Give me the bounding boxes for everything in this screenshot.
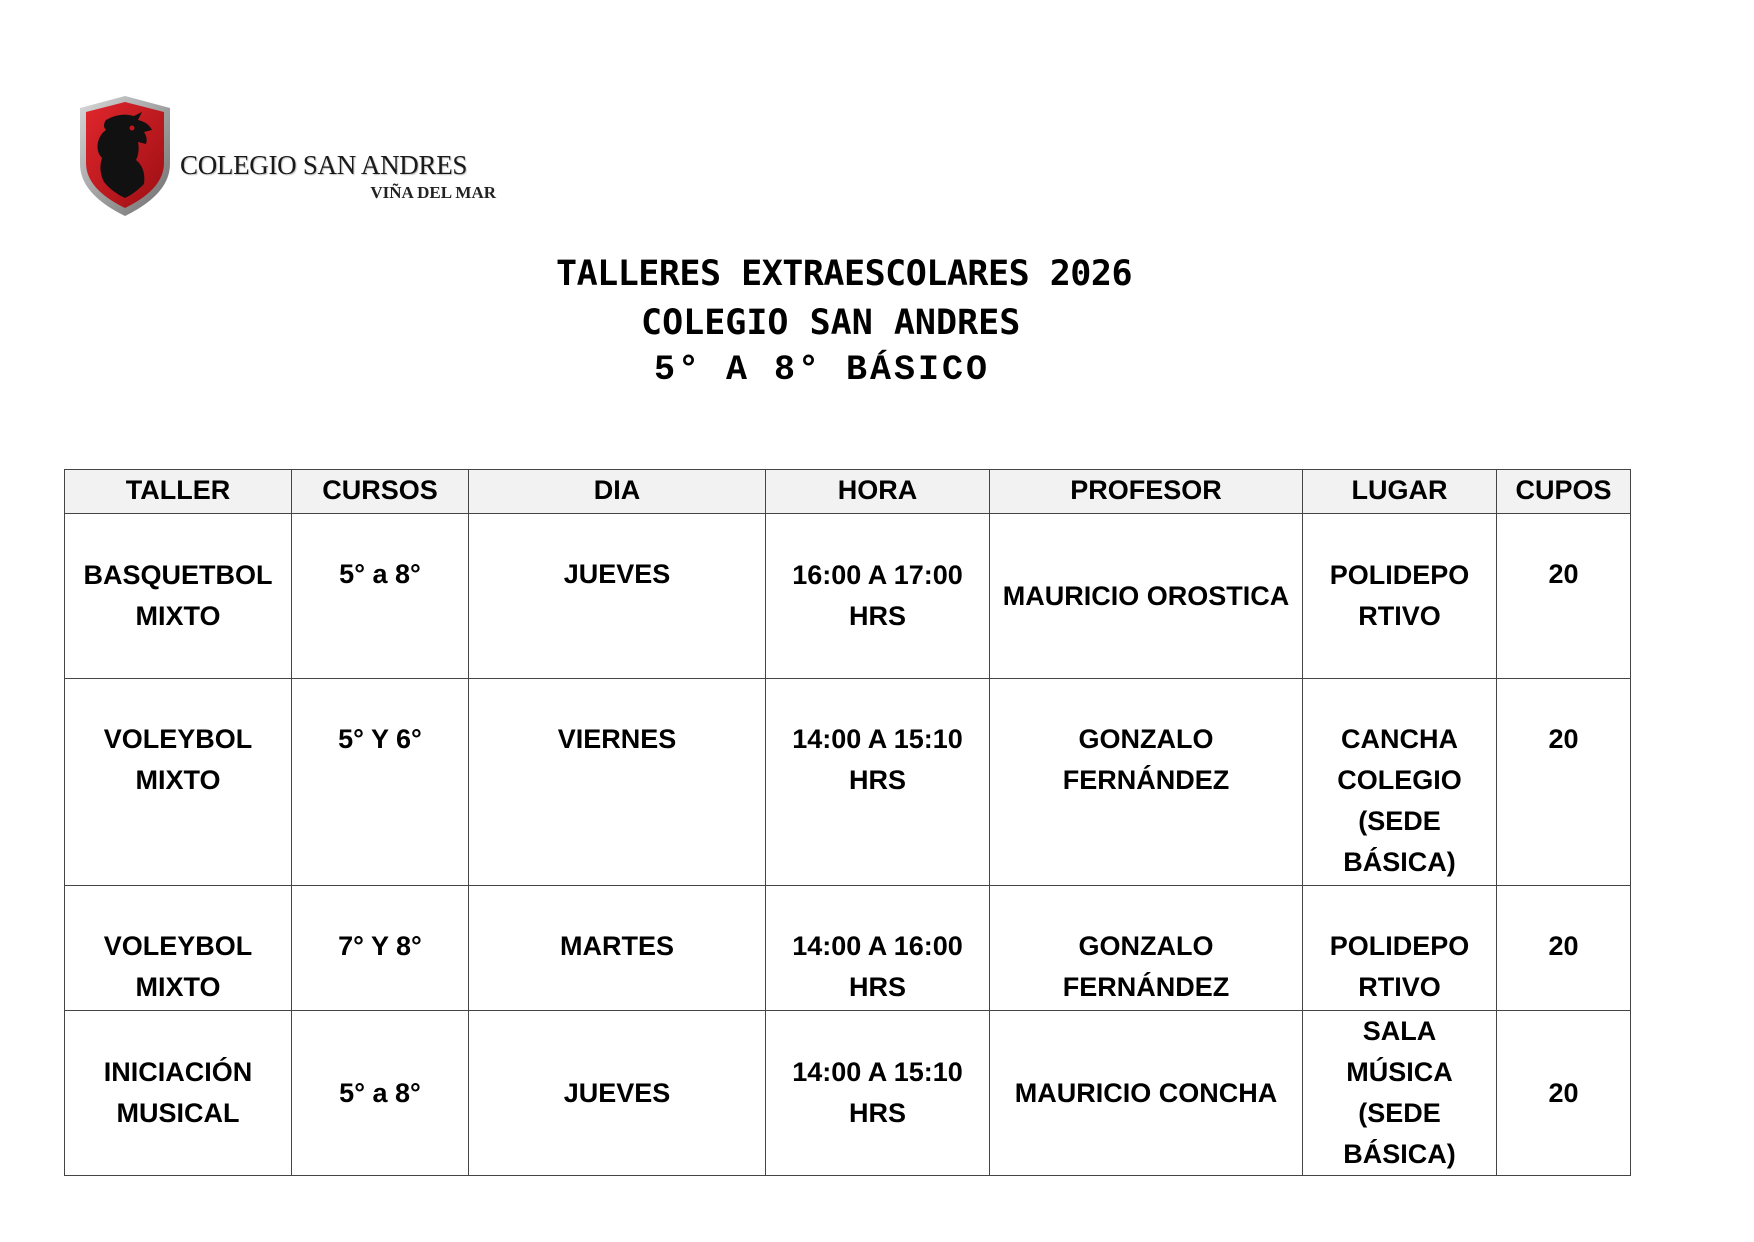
header-taller: TALLER — [65, 470, 292, 514]
logo-city: VIÑA DEL MAR — [370, 183, 496, 202]
shield-eagle-icon — [76, 94, 174, 218]
cell-hora: 14:00 A 16:00 HRS — [766, 886, 990, 1011]
title-line-2: COLEGIO SAN ANDRES — [641, 303, 1021, 343]
table-row — [65, 886, 1631, 1011]
header-lugar: LUGAR — [1303, 470, 1497, 514]
cell-dia: VIERNES — [469, 679, 766, 886]
cell-dia: MARTES — [469, 886, 766, 1011]
header-hora: HORA — [766, 470, 990, 514]
header-cupos: CUPOS — [1497, 470, 1631, 514]
cell-hora: 16:00 A 17:00 HRS — [766, 514, 990, 679]
cell-taller: VOLEYBOL MIXTO — [65, 886, 292, 1011]
title-line-3: 5° A 8° BÁSICO — [654, 350, 991, 390]
cell-taller: VOLEYBOL MIXTO — [65, 679, 292, 886]
school-logo — [76, 94, 496, 219]
cell-cupos: 20 — [1497, 679, 1631, 886]
cell-lugar: POLIDEPO RTIVO — [1303, 886, 1497, 1011]
cell-cupos: 20 — [1497, 514, 1631, 679]
workshops-table — [64, 469, 1631, 1176]
header-profesor: PROFESOR — [990, 470, 1303, 514]
cell-dia: JUEVES — [469, 514, 766, 679]
cell-cursos: 5° a 8° — [292, 514, 469, 679]
cell-hora: 14:00 A 15:10 HRS — [766, 679, 990, 886]
title-line-1: TALLERES EXTRAESCOLARES 2026 — [556, 254, 1133, 294]
logo-name: COLEGIO SAN ANDRES — [180, 150, 468, 180]
table-row — [65, 1011, 1631, 1176]
table-row — [65, 514, 1631, 679]
table-row — [65, 679, 1631, 886]
header-cursos: CURSOS — [292, 470, 469, 514]
cell-cursos: 7° Y 8° — [292, 886, 469, 1011]
table-header-row — [65, 470, 1631, 514]
header-dia: DIA — [469, 470, 766, 514]
cell-taller: INICIACIÓN MUSICAL — [65, 1011, 292, 1176]
cell-lugar: SALA MÚSICA (SEDE BÁSICA) — [1303, 1011, 1497, 1176]
cell-profesor: GONZALO FERNÁNDEZ — [990, 679, 1303, 886]
cell-cursos: 5° a 8° — [292, 1011, 469, 1176]
cell-profesor: MAURICIO CONCHA — [990, 1011, 1303, 1176]
cell-cupos: 20 — [1497, 886, 1631, 1011]
cell-profesor: MAURICIO OROSTICA — [990, 514, 1303, 679]
cell-lugar: POLIDEPO RTIVO — [1303, 514, 1497, 679]
cell-profesor: GONZALO FERNÁNDEZ — [990, 886, 1303, 1011]
cell-cupos: 20 — [1497, 1011, 1631, 1176]
cell-dia: JUEVES — [469, 1011, 766, 1176]
cell-lugar: CANCHA COLEGIO (SEDE BÁSICA) — [1303, 679, 1497, 886]
cell-cursos: 5° Y 6° — [292, 679, 469, 886]
cell-taller: BASQUETBOL MIXTO — [65, 514, 292, 679]
cell-hora: 14:00 A 15:10 HRS — [766, 1011, 990, 1176]
